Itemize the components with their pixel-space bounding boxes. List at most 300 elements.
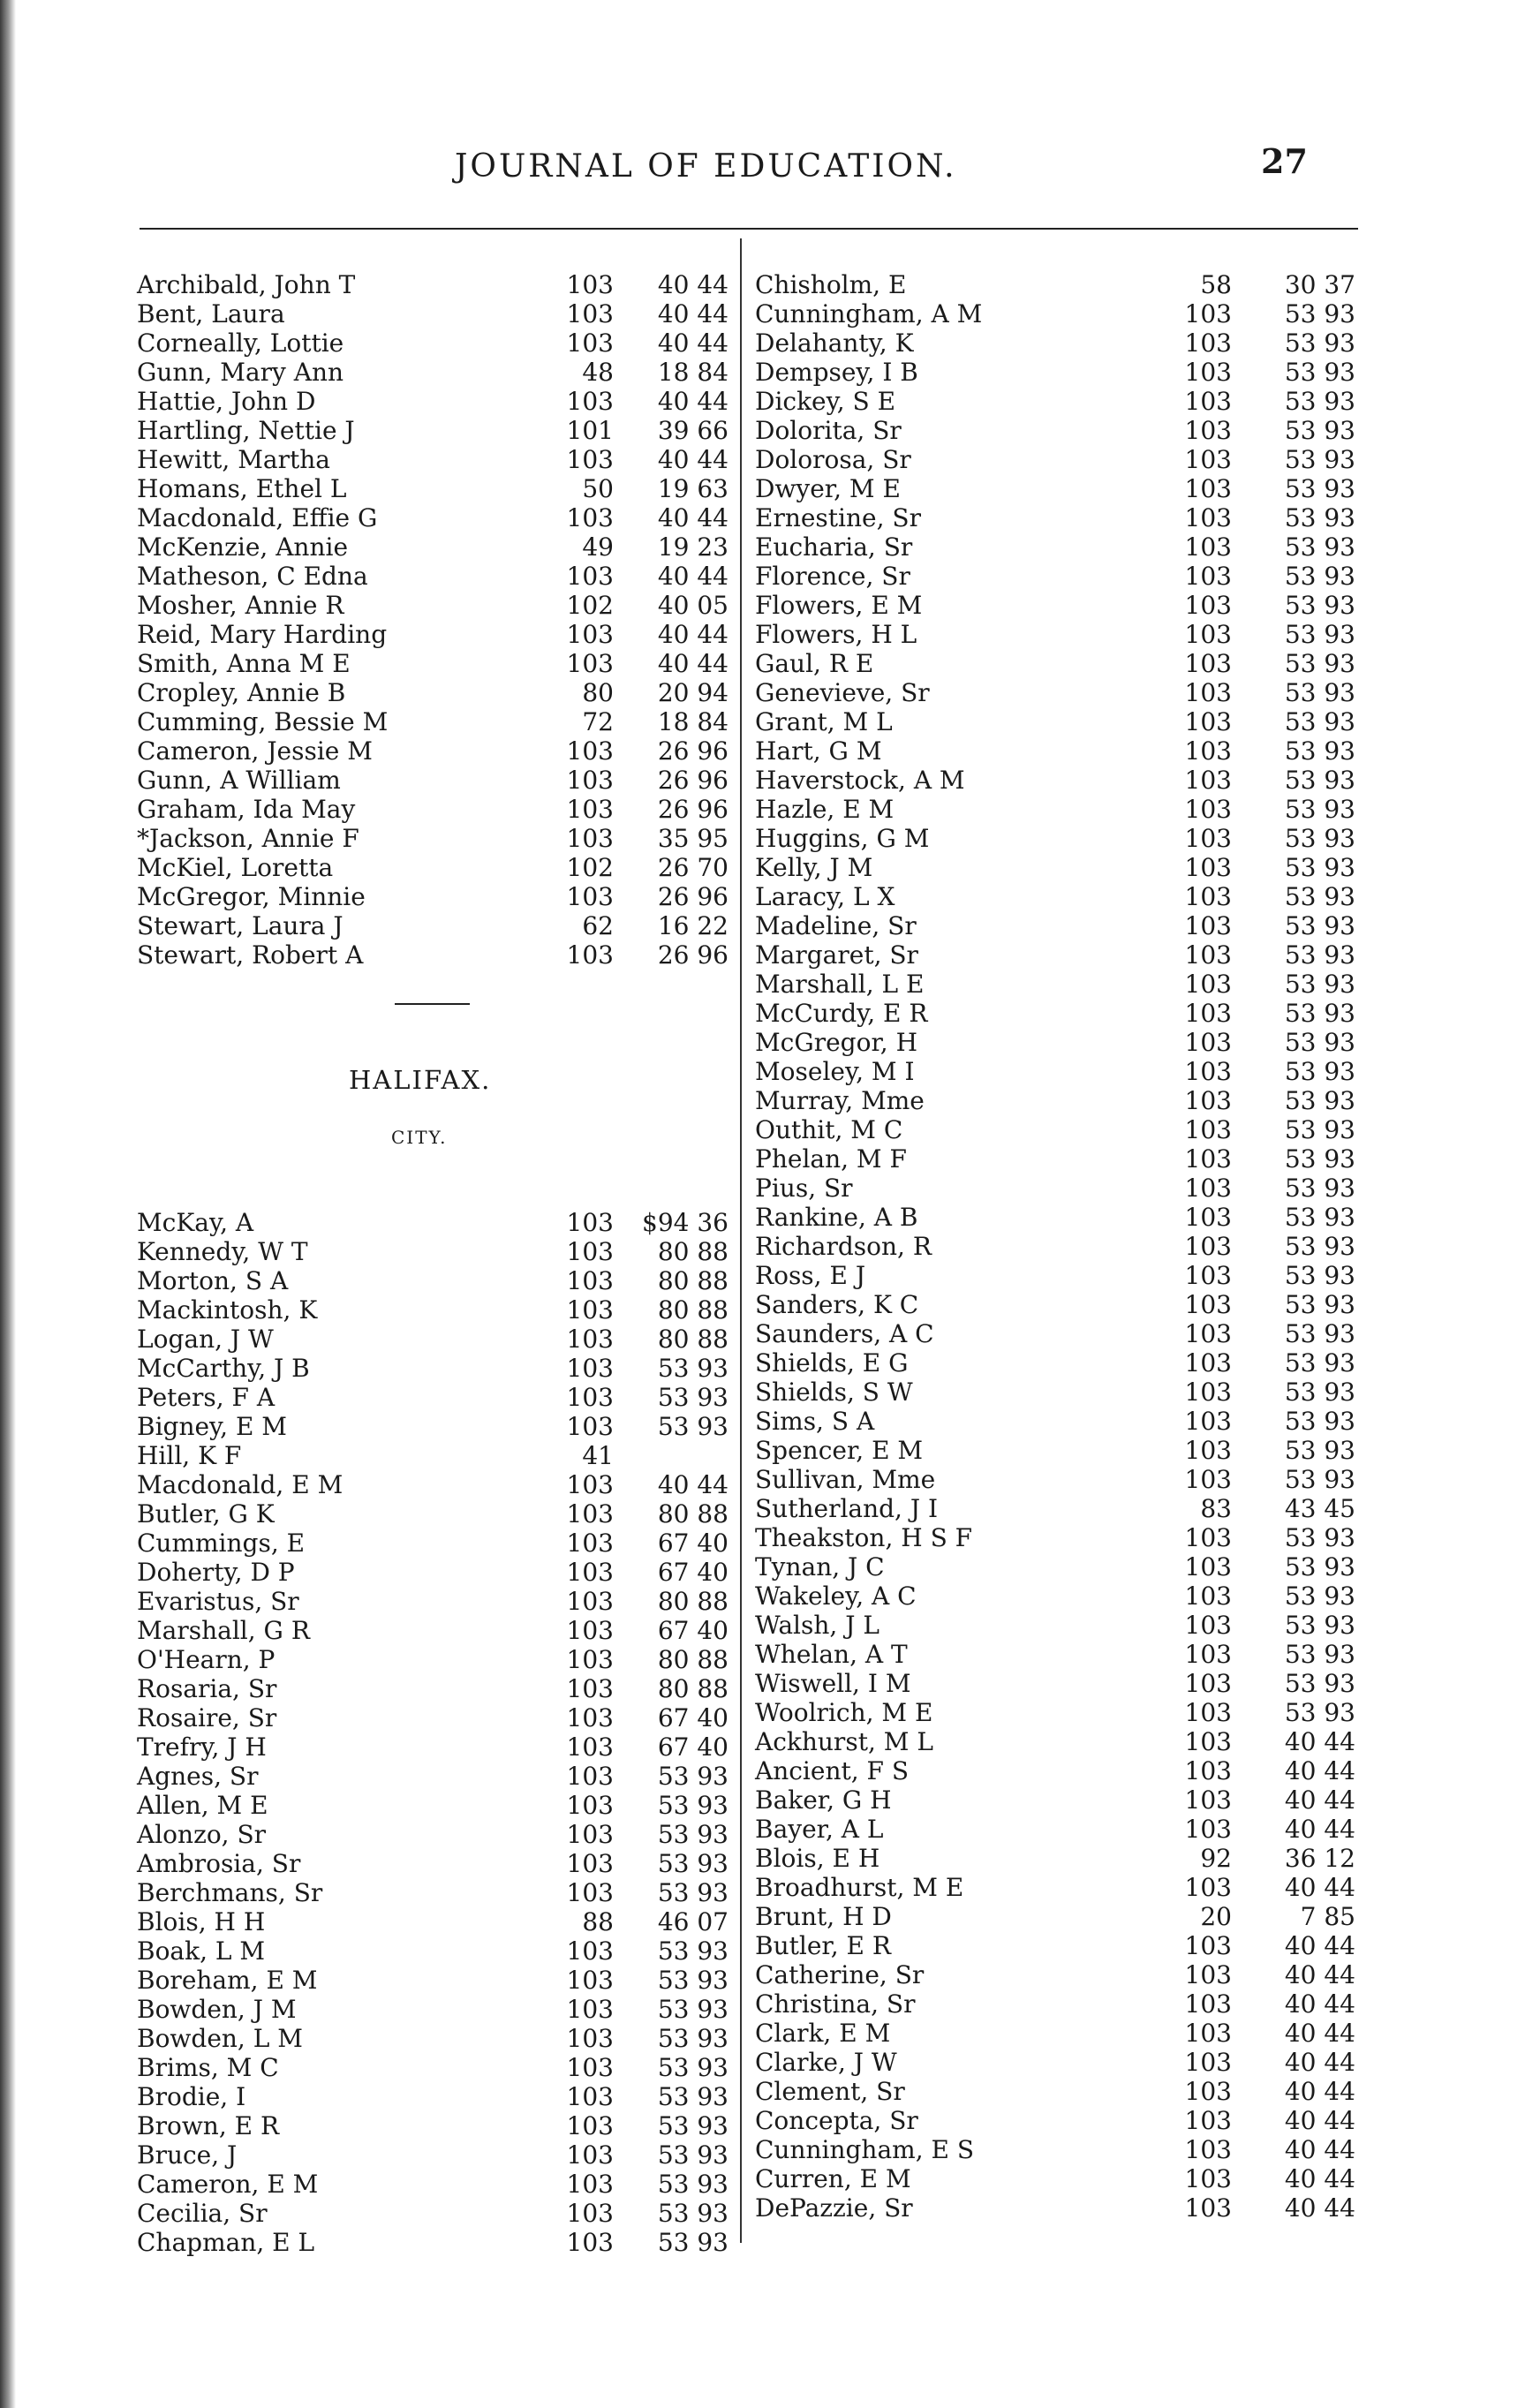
teacher-name: Clement, Sr — [755, 2077, 905, 2106]
days-taught: 103 — [566, 766, 614, 795]
days-taught: 103 — [566, 1499, 614, 1529]
teacher-name: Shields, S W — [755, 1378, 913, 1407]
teacher-name: McGregor, Minnie — [137, 882, 366, 911]
teacher-name: Macdonald, Effie G — [137, 503, 378, 532]
days-taught: 103 — [566, 1878, 614, 1907]
grant-amount: 53 93 — [1284, 1698, 1355, 1727]
list-item — [755, 766, 1364, 795]
list-item — [137, 766, 729, 795]
days-taught: 103 — [1184, 1290, 1232, 1319]
days-taught: 103 — [1184, 532, 1232, 562]
list-item — [137, 2111, 729, 2140]
teacher-name: Spencer, E M — [755, 1436, 924, 1465]
days-taught: 103 — [566, 270, 614, 299]
list-item — [137, 532, 729, 562]
list-item — [137, 1849, 729, 1878]
list-item — [137, 1645, 729, 1674]
list-item — [137, 445, 729, 474]
teacher-name: Hart, G M — [755, 736, 882, 766]
days-taught: 103 — [1184, 1203, 1232, 1232]
grant-amount: 40 44 — [1284, 1873, 1355, 1902]
days-taught: 103 — [1184, 1319, 1232, 1348]
grant-amount: 53 93 — [657, 1762, 729, 1791]
grant-amount: 53 93 — [1284, 1319, 1355, 1348]
list-item — [755, 1319, 1364, 1348]
list-item — [755, 416, 1364, 445]
days-taught: 103 — [1184, 1960, 1232, 1989]
days-taught: 103 — [1184, 1465, 1232, 1494]
teacher-name: Mackintosh, K — [137, 1295, 318, 1325]
grant-amount: 53 93 — [1284, 1057, 1355, 1086]
days-taught: 103 — [1184, 1931, 1232, 1960]
days-taught: 103 — [566, 1791, 614, 1820]
grant-amount: 40 44 — [657, 387, 729, 416]
list-item — [755, 532, 1364, 562]
grant-amount: 53 93 — [1284, 1669, 1355, 1698]
grant-amount: 53 93 — [1284, 532, 1355, 562]
teacher-name: Pius, Sr — [755, 1174, 853, 1203]
teacher-name: Macdonald, E M — [137, 1470, 344, 1499]
days-taught: 49 — [582, 532, 614, 562]
grant-amount: 53 93 — [657, 2170, 729, 2199]
days-taught: 103 — [566, 1383, 614, 1412]
grant-amount: 53 93 — [1284, 503, 1355, 532]
days-taught: 103 — [1184, 1989, 1232, 2019]
list-item — [137, 1295, 729, 1325]
list-item — [755, 2019, 1364, 2048]
list-item — [755, 999, 1364, 1028]
grant-amount: 40 44 — [657, 503, 729, 532]
teacher-name: Dwyer, M E — [755, 474, 901, 503]
teacher-name: Richardson, R — [755, 1232, 932, 1261]
grant-amount: 53 93 — [657, 2228, 729, 2257]
days-taught: 103 — [1184, 1815, 1232, 1844]
days-taught: 103 — [566, 2199, 614, 2228]
grant-amount: 67 40 — [657, 1529, 729, 1558]
list-item — [755, 2048, 1364, 2077]
section-rule — [395, 1003, 470, 1005]
days-taught: 102 — [566, 853, 614, 882]
teacher-name: Butler, G K — [137, 1499, 275, 1529]
grant-amount: 40 44 — [1284, 2019, 1355, 2048]
days-taught: 103 — [1184, 2106, 1232, 2135]
list-item — [137, 562, 729, 591]
teacher-name: Bent, Laura — [137, 299, 285, 328]
days-taught: 92 — [1200, 1844, 1232, 1873]
list-item — [755, 358, 1364, 387]
grant-amount: 40 44 — [1284, 1785, 1355, 1815]
section-break — [137, 970, 729, 1208]
list-item — [755, 736, 1364, 766]
teacher-name: Eucharia, Sr — [755, 532, 913, 562]
list-item — [755, 1494, 1364, 1523]
teacher-name: Boak, L M — [137, 1936, 266, 1966]
days-taught: 103 — [1184, 911, 1232, 940]
days-taught: 103 — [1184, 1028, 1232, 1057]
grant-amount: 53 93 — [1284, 853, 1355, 882]
list-item — [137, 270, 729, 299]
teacher-name: Mosher, Annie R — [137, 591, 344, 620]
grant-amount: 53 93 — [1284, 358, 1355, 387]
teacher-name: Bayer, A L — [755, 1815, 884, 1844]
right-column — [755, 270, 1364, 2223]
days-taught: 103 — [1184, 882, 1232, 911]
teacher-name: Theakston, H S F — [755, 1523, 973, 1552]
teacher-name: Walsh, J L — [755, 1611, 880, 1640]
grant-amount: 53 93 — [1284, 1640, 1355, 1669]
days-taught: 103 — [566, 1616, 614, 1645]
list-item — [755, 2077, 1364, 2106]
days-taught: 103 — [566, 1266, 614, 1295]
teacher-name: Bigney, E M — [137, 1412, 287, 1441]
grant-amount: 67 40 — [657, 1616, 729, 1645]
grant-amount: 46 07 — [657, 1907, 729, 1936]
list-item — [755, 1115, 1364, 1144]
list-item — [137, 2199, 729, 2228]
days-taught: 103 — [1184, 649, 1232, 678]
days-taught: 103 — [1184, 1261, 1232, 1290]
days-taught: 103 — [1184, 1348, 1232, 1378]
section-heading: HALIFAX. — [349, 1065, 492, 1095]
teacher-name: Sutherland, J I — [755, 1494, 939, 1523]
days-taught: 103 — [566, 2170, 614, 2199]
days-taught: 103 — [1184, 1727, 1232, 1756]
teacher-name: Berchmans, Sr — [137, 1878, 323, 1907]
grant-amount: 53 93 — [1284, 707, 1355, 736]
grant-amount: 67 40 — [657, 1558, 729, 1587]
teacher-name: Cecilia, Sr — [137, 2199, 268, 2228]
grant-amount: 19 63 — [657, 474, 729, 503]
list-item — [137, 416, 729, 445]
days-taught: 103 — [566, 620, 614, 649]
grant-amount: 53 93 — [1284, 940, 1355, 970]
list-item — [755, 1144, 1364, 1174]
teacher-name: Cumming, Bessie M — [137, 707, 389, 736]
days-taught: 103 — [1184, 2164, 1232, 2193]
teacher-name: McKiel, Loretta — [137, 853, 334, 882]
list-item — [137, 1441, 729, 1470]
list-item — [137, 1499, 729, 1529]
list-item — [137, 1412, 729, 1441]
grant-amount: 53 93 — [1284, 328, 1355, 358]
days-taught: 103 — [1184, 445, 1232, 474]
teacher-name: Cummings, E — [137, 1529, 306, 1558]
grant-amount: 53 93 — [1284, 1203, 1355, 1232]
teacher-name: Curren, E M — [755, 2164, 911, 2193]
days-taught: 103 — [566, 649, 614, 678]
days-taught: 103 — [1184, 328, 1232, 358]
list-item — [137, 736, 729, 766]
grant-amount: 53 93 — [1284, 882, 1355, 911]
teacher-name: Matheson, C Edna — [137, 562, 368, 591]
grant-amount: 7 85 — [1300, 1902, 1355, 1931]
list-item — [755, 970, 1364, 999]
days-taught: 103 — [566, 1703, 614, 1732]
list-item — [755, 882, 1364, 911]
list-item — [755, 1727, 1364, 1756]
grant-amount: 40 44 — [1284, 1931, 1355, 1960]
teacher-name: Marshall, L E — [755, 970, 925, 999]
teacher-name: Graham, Ida May — [137, 795, 356, 824]
grant-amount: 53 93 — [1284, 1407, 1355, 1436]
teacher-name: Cropley, Annie B — [137, 678, 346, 707]
teacher-name: Cunningham, E S — [755, 2135, 975, 2164]
days-taught: 103 — [1184, 736, 1232, 766]
grant-amount: 80 88 — [657, 1325, 729, 1354]
grant-amount: 53 93 — [657, 1966, 729, 1995]
grant-amount: 40 44 — [1284, 2077, 1355, 2106]
teacher-name: Sanders, K C — [755, 1290, 919, 1319]
grant-amount: 18 84 — [657, 707, 729, 736]
list-item — [137, 1966, 729, 1995]
list-item — [137, 1266, 729, 1295]
days-taught: 103 — [566, 387, 614, 416]
teacher-name: Boreham, E M — [137, 1966, 318, 1995]
days-taught: 103 — [566, 1354, 614, 1383]
teacher-name: Delahanty, K — [755, 328, 914, 358]
days-taught: 103 — [566, 1325, 614, 1354]
grant-amount: 19 23 — [657, 532, 729, 562]
grant-amount: 53 93 — [657, 1878, 729, 1907]
list-item — [755, 911, 1364, 940]
teacher-name: Baker, G H — [755, 1785, 892, 1815]
days-taught: 103 — [1184, 1523, 1232, 1552]
teacher-name: Outhit, M C — [755, 1115, 903, 1144]
list-item — [137, 1791, 729, 1820]
grant-amount: 20 94 — [657, 678, 729, 707]
list-item — [137, 387, 729, 416]
grant-amount: 26 96 — [657, 882, 729, 911]
grant-amount: 67 40 — [657, 1703, 729, 1732]
days-taught: 103 — [1184, 562, 1232, 591]
grant-amount: 80 88 — [657, 1295, 729, 1325]
teacher-name: Allen, M E — [137, 1791, 268, 1820]
teacher-name: Brims, M C — [137, 2053, 279, 2082]
list-item — [755, 795, 1364, 824]
days-taught: 103 — [1184, 1756, 1232, 1785]
days-taught: 103 — [1184, 1669, 1232, 1698]
teacher-name: Florence, Sr — [755, 562, 910, 591]
days-taught: 103 — [1184, 2135, 1232, 2164]
grant-amount: 40 44 — [1284, 2193, 1355, 2223]
teacher-name: Wiswell, I M — [755, 1669, 911, 1698]
list-item — [755, 1086, 1364, 1115]
teacher-name: Bruce, J — [137, 2140, 238, 2170]
teacher-name: Hattie, John D — [137, 387, 316, 416]
list-item — [755, 1290, 1364, 1319]
list-item — [755, 591, 1364, 620]
days-taught: 102 — [566, 591, 614, 620]
list-item — [755, 1203, 1364, 1232]
teacher-name: Hill, K F — [137, 1441, 242, 1470]
grant-amount: 53 93 — [657, 2024, 729, 2053]
days-taught: 103 — [1184, 1873, 1232, 1902]
list-item — [137, 882, 729, 911]
days-taught: 103 — [1184, 1552, 1232, 1581]
grant-amount: 53 93 — [657, 2082, 729, 2111]
teacher-name: *Jackson, Annie F — [137, 824, 359, 853]
list-item — [755, 1057, 1364, 1086]
grant-amount: 53 93 — [1284, 1086, 1355, 1115]
days-taught: 88 — [582, 1907, 614, 1936]
days-taught: 103 — [566, 1849, 614, 1878]
days-taught: 103 — [566, 1237, 614, 1266]
days-taught: 103 — [1184, 2019, 1232, 2048]
teacher-name: Laracy, L X — [755, 882, 895, 911]
teacher-name: Dickey, S E — [755, 387, 896, 416]
teacher-name: Gunn, A William — [137, 766, 341, 795]
list-item — [137, 1907, 729, 1936]
teacher-name: Bowden, L M — [137, 2024, 303, 2053]
grant-amount: 53 93 — [657, 1995, 729, 2024]
grant-amount: 53 93 — [1284, 1115, 1355, 1144]
list-item — [755, 824, 1364, 853]
list-item — [755, 1611, 1364, 1640]
list-item — [137, 649, 729, 678]
list-item — [755, 1989, 1364, 2019]
grant-amount: 53 93 — [657, 2199, 729, 2228]
grant-amount: 53 93 — [1284, 1261, 1355, 1290]
teacher-name: Doherty, D P — [137, 1558, 295, 1587]
list-item — [137, 1470, 729, 1499]
days-taught: 103 — [1184, 1698, 1232, 1727]
teacher-name: McCarthy, J B — [137, 1354, 310, 1383]
list-item — [755, 1407, 1364, 1436]
days-taught: 103 — [566, 445, 614, 474]
days-taught: 103 — [1184, 358, 1232, 387]
teacher-name: Concepta, Sr — [755, 2106, 918, 2135]
list-item — [755, 1873, 1364, 1902]
grant-amount: 80 88 — [657, 1674, 729, 1703]
days-taught: 103 — [566, 1558, 614, 1587]
list-item — [137, 1383, 729, 1412]
days-taught: 103 — [566, 1674, 614, 1703]
list-item — [137, 1208, 729, 1237]
teacher-name: Dempsey, I B — [755, 358, 918, 387]
grant-amount: 40 44 — [657, 562, 729, 591]
list-item — [755, 1028, 1364, 1057]
teacher-name: Dolorosa, Sr — [755, 445, 911, 474]
list-item — [755, 707, 1364, 736]
days-taught: 48 — [582, 358, 614, 387]
grant-amount: 26 70 — [657, 853, 729, 882]
days-taught: 103 — [1184, 1640, 1232, 1669]
days-taught: 103 — [1184, 853, 1232, 882]
teacher-name: Flowers, E M — [755, 591, 923, 620]
list-item — [137, 1354, 729, 1383]
teacher-name: Cunningham, A M — [755, 299, 983, 328]
grant-amount: 80 88 — [657, 1499, 729, 1529]
list-item — [137, 1820, 729, 1849]
days-taught: 101 — [566, 416, 614, 445]
grant-amount: 53 93 — [1284, 445, 1355, 474]
list-item — [755, 1581, 1364, 1611]
list-item — [137, 591, 729, 620]
days-taught: 103 — [1184, 1611, 1232, 1640]
days-taught: 103 — [566, 795, 614, 824]
teacher-name: Haverstock, A M — [755, 766, 965, 795]
list-item — [137, 358, 729, 387]
list-item — [137, 940, 729, 970]
list-item — [137, 1878, 729, 1907]
left-column — [137, 270, 729, 2257]
list-item — [755, 1378, 1364, 1407]
grant-amount: 40 44 — [1284, 2106, 1355, 2135]
days-taught: 103 — [1184, 416, 1232, 445]
days-taught: 103 — [1184, 1174, 1232, 1203]
page-number: 27 — [1261, 141, 1308, 181]
teacher-name: Logan, J W — [137, 1325, 274, 1354]
grant-amount: 53 93 — [1284, 1581, 1355, 1611]
days-taught: 103 — [566, 940, 614, 970]
teacher-name: Homans, Ethel L — [137, 474, 347, 503]
list-item — [137, 1325, 729, 1354]
days-taught: 103 — [1184, 620, 1232, 649]
teacher-name: McKenzie, Annie — [137, 532, 349, 562]
teacher-name: Blois, E H — [755, 1844, 880, 1873]
teacher-name: Margaret, Sr — [755, 940, 918, 970]
teacher-name: Ernestine, Sr — [755, 503, 921, 532]
grant-amount: 53 93 — [657, 2140, 729, 2170]
days-taught: 103 — [1184, 1407, 1232, 1436]
list-item — [137, 2140, 729, 2170]
grant-amount: 53 93 — [1284, 766, 1355, 795]
teacher-name: Phelan, M F — [755, 1144, 907, 1174]
list-item — [137, 2082, 729, 2111]
days-taught: 103 — [566, 736, 614, 766]
grant-amount: 53 93 — [1284, 299, 1355, 328]
days-taught: 103 — [566, 1820, 614, 1849]
grant-amount: 40 44 — [657, 299, 729, 328]
list-item — [755, 1844, 1364, 1873]
days-taught: 103 — [566, 1587, 614, 1616]
grant-amount: 53 93 — [1284, 1028, 1355, 1057]
list-item — [137, 474, 729, 503]
list-item — [137, 795, 729, 824]
days-taught: 103 — [566, 824, 614, 853]
days-taught: 103 — [1184, 299, 1232, 328]
teacher-name: Sims, S A — [755, 1407, 875, 1436]
teacher-name: Ambrosia, Sr — [137, 1849, 301, 1878]
grant-amount: 53 93 — [1284, 1348, 1355, 1378]
grant-amount: 80 88 — [657, 1237, 729, 1266]
grant-amount: 36 12 — [1284, 1844, 1355, 1873]
grant-amount: 26 96 — [657, 766, 729, 795]
grant-amount: 53 93 — [1284, 911, 1355, 940]
list-item — [755, 1348, 1364, 1378]
days-taught: 103 — [566, 328, 614, 358]
teacher-name: Rankine, A B — [755, 1203, 918, 1232]
list-item — [137, 824, 729, 853]
grant-amount: 80 88 — [657, 1645, 729, 1674]
teacher-name: Tynan, J C — [755, 1552, 885, 1581]
days-taught: 103 — [566, 1529, 614, 1558]
right-list — [755, 270, 1364, 2223]
teacher-name: Chapman, E L — [137, 2228, 315, 2257]
teacher-name: Grant, M L — [755, 707, 893, 736]
list-item — [755, 1232, 1364, 1261]
grant-amount: 67 40 — [657, 1732, 729, 1762]
grant-amount: $94 36 — [642, 1208, 729, 1237]
grant-amount: 40 44 — [1284, 1960, 1355, 1989]
list-item — [755, 445, 1364, 474]
days-taught: 20 — [1200, 1902, 1232, 1931]
grant-amount: 26 96 — [657, 795, 729, 824]
teacher-name: Flowers, H L — [755, 620, 917, 649]
grant-amount: 40 44 — [1284, 1727, 1355, 1756]
teacher-name: Shields, E G — [755, 1348, 909, 1378]
list-item — [137, 853, 729, 882]
